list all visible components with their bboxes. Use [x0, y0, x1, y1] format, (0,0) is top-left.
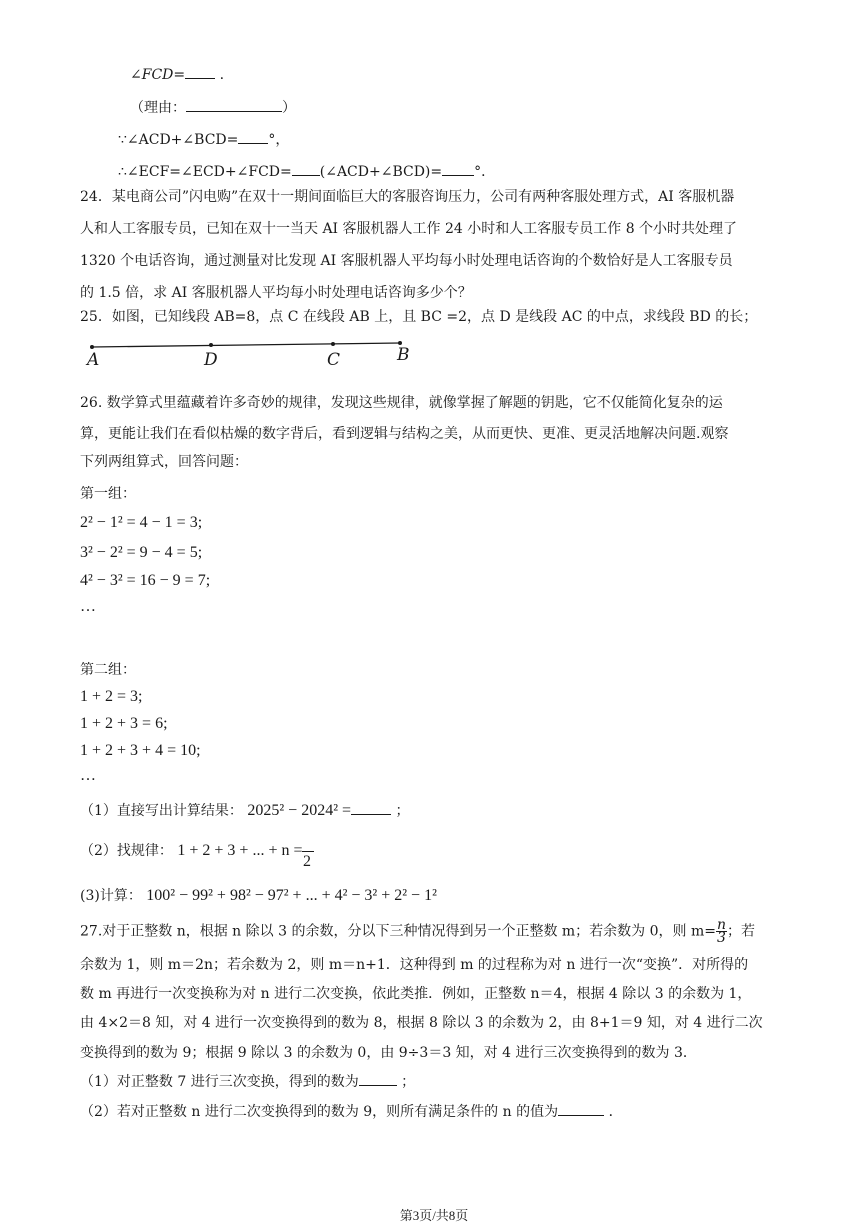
q24-line-4: 的 1.5 倍，求 AI 客服机器人平均每小时处理电话咨询多少个？: [80, 285, 472, 301]
q24-line-3: 1320 个电话咨询，通过测量对比发现 AI 客服机器人平均每小时处理电话咨询的个数恰好是人工客服专员: [80, 253, 733, 269]
label-b: B: [397, 345, 410, 365]
q27-line-3: 数 m 再进行一次变换称为对 n 进行二次变换，依此类推．例如，正整数 n＝4，根据 4 除以 3 的余数为 1，: [80, 986, 752, 1002]
q24-line-1: 24．某电商公司”闪电购”在双十一期间面临巨大的客服咨询压力，公司有两种客服处理方式，AI 客服机器: [80, 189, 735, 205]
answer-blank[interactable]: [558, 1101, 604, 1116]
group1-eq-2: 3² − 2² = 9 − 4 = 5;: [80, 544, 203, 561]
label-a: A: [87, 350, 100, 370]
q23-line-because: ∵∠ACD+∠BCD= °，: [118, 129, 289, 150]
group2-eq-3: 1 + 2 + 3 + 4 = 10;: [80, 742, 201, 759]
answer-blank[interactable]: [186, 97, 282, 112]
group1-eq-1: 2² − 1² = 4 − 1 = 3;: [80, 514, 203, 531]
group1-ellipsis: …: [80, 598, 96, 615]
answer-blank[interactable]: [292, 161, 320, 176]
q26-line-3: 下列两组算式，回答问题：: [80, 454, 248, 470]
point-d: [209, 343, 213, 347]
answer-blank[interactable]: [351, 800, 391, 815]
q23-line-fcd: ∠FCD= .: [130, 64, 224, 85]
q26-part-3: (3)计算： 100² − 99² + 98² − 97² + ... + 4² − 3² + 2² − 1²: [80, 887, 437, 904]
label-c: C: [327, 350, 341, 370]
q26-line-2: 算，更能让我们在看似枯燥的数字背后，看到逻辑与结构之美，从而更快、更准、更灵活地解决问题.观察: [80, 426, 729, 442]
q27-line-4: 由 4×2＝8 知，对 4 进行一次变换得到的数为 8，根据 8 除以 3 的余数为 2，由 8+1＝9 知，对 4 进行二次: [80, 1015, 763, 1031]
q26-line-1: 26. 数学算式里蕴藏着许多奇妙的规律，发现这些规律，就像掌握了解题的钥匙，它不仅能简化复杂的运: [80, 395, 723, 411]
group2-eq-2: 1 + 2 + 3 = 6;: [80, 715, 168, 732]
q27-line-5: 变换得到的数为 9；根据 9 除以 3 的余数为 0，由 9÷3＝3 知，对 4 进行三次变换得到的数为 3．: [80, 1045, 697, 1061]
point-c: [331, 342, 335, 346]
answer-blank[interactable]: [185, 64, 215, 79]
point-a: [90, 345, 94, 349]
fraction-n-over-3: $\frac{n}{3}$: [717, 917, 727, 946]
q27-part-1: （1）对正整数 7 进行三次变换，得到的数为 ；: [80, 1071, 415, 1092]
group2-title: 第二组：: [80, 662, 136, 678]
q23-line-reason: （理由： ）: [130, 97, 296, 118]
answer-blank[interactable]: [359, 1071, 397, 1086]
q27-part-2: （2）若对正整数 n 进行二次变换得到的数为 9，则所有满足条件的 n 的值为 ．: [80, 1101, 623, 1122]
q27-line-2: 余数为 1，则 m＝2n；若余数为 2，则 m＝n+1．这种得到 m 的过程称为对 n 进行一次“变换”．对所得的: [80, 957, 749, 973]
segment-figure: [0, 335, 868, 375]
group1-title: 第一组：: [80, 486, 136, 502]
group1-eq-3: 4² − 3² = 16 − 9 = 7;: [80, 572, 211, 589]
group2-eq-1: 1 + 2 = 3;: [80, 688, 143, 705]
segment-ab: [92, 343, 400, 347]
q26-part-1: （1）直接写出计算结果： 2025² − 2024² = ；: [80, 802, 410, 819]
q24-line-2: 人和人工客服专员，已知在双十一当天 AI 客服机器人工作 24 小时和人工客服专员工作 8 个小时共处理了: [80, 221, 738, 237]
group2-ellipsis: …: [80, 767, 96, 784]
page-number: 第3页/共8页: [399, 1208, 469, 1223]
label-d: D: [204, 350, 218, 370]
answer-blank[interactable]: [442, 161, 474, 176]
q27-line-1: 27.对于正整数 n，根据 n 除以 3 的余数，分以下三种情况得到另一个正整数 m；若余数为 0，则 m= $\frac{n}{3}$ ；若: [80, 917, 756, 946]
answer-blank[interactable]: [238, 129, 268, 144]
q23-line-therefore: ∴∠ECF=∠ECD+∠FCD= (∠ACD+∠BCD)= °．: [118, 161, 495, 182]
q26-part-2: （2）找规律： 1 + 2 + 3 + ... + n =: [80, 842, 303, 859]
q25-text: 25．如图，已知线段 AB=8，点 C 在线段 AB 上，且 BC =2，点 D 是线段 AC 的中点，求线段 BD 的长；: [80, 309, 758, 325]
q26-fraction-den: 2: [303, 853, 311, 870]
